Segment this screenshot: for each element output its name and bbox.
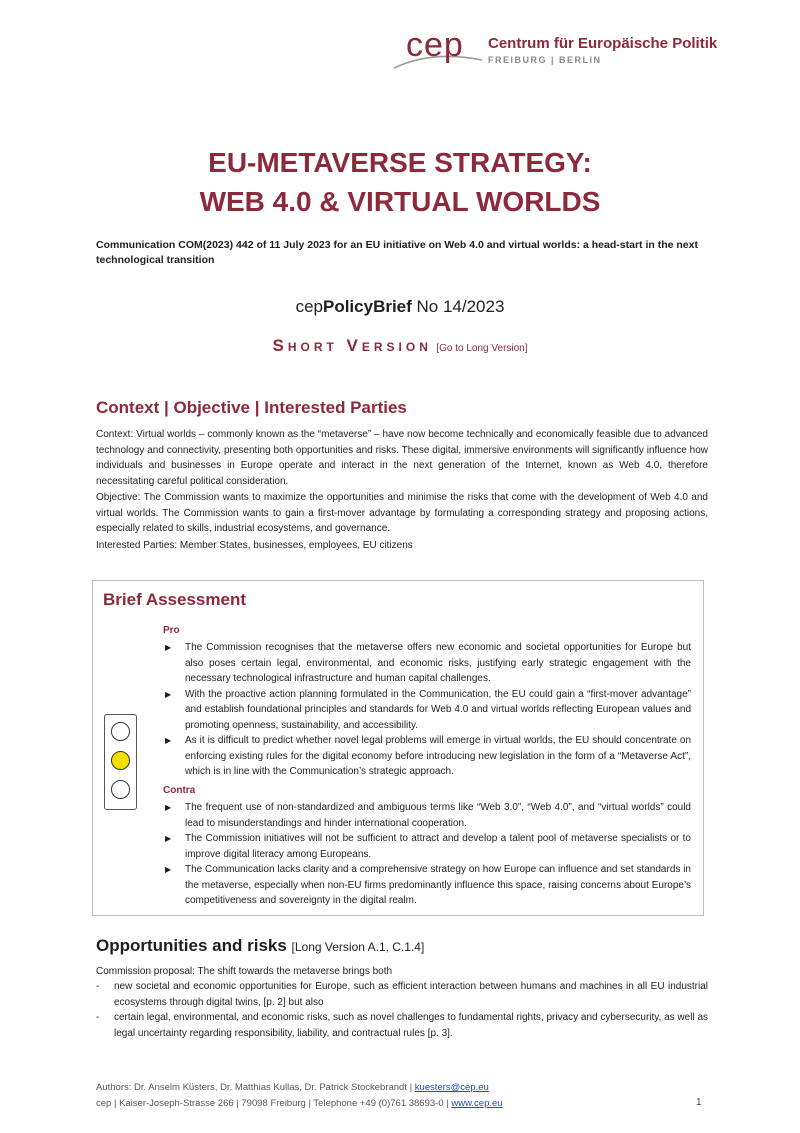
logo-mark: cep xyxy=(406,26,464,64)
address-text: cep | Kaiser-Joseph-Strasse 266 | 79098 Freiburg | Telephone +49 (0)761 38693-0 | xyxy=(96,1098,452,1109)
page-number: 1 xyxy=(696,1097,702,1108)
context-paragraph: Context: Virtual worlds – commonly known as the “metaverse” – have now become technically and economically feasible due to advanced technology and connectivity, presenting both opportunities and risks. These digital, immersive environments will significantly influence how individuals and businesses in Europe operate and interact in the next generation of the Internet, known as Web 4.0, therefore necessitating careful political consideration. xyxy=(96,429,708,487)
authors-text: Authors: Dr. Anselm Küsters, Dr. Matthias Kullas, Dr. Patrick Stockebrandt | xyxy=(96,1082,415,1093)
footer-address xyxy=(96,1098,503,1109)
brief-number: No 14/2023 xyxy=(411,297,505,316)
traffic-lamp-bottom xyxy=(111,780,130,799)
brief-assessment-box xyxy=(92,580,704,916)
logo-cities: FREIBURG | BERLIN xyxy=(488,55,602,65)
opportunities-title: Opportunities and risks xyxy=(96,936,287,955)
objective-paragraph: Objective: The Commission wants to maximize the opportunities and minimise the risks that come with the development of Web 4.0 and virtual worlds. The Commission wants to gain a first-mover advantage by formulating a corresponding strategy and proposing actions, especially related to skills, industrial ecosystems, and governance. xyxy=(96,492,708,534)
pro-item: ▶ The Commission recognises that the metaverse offers new economic and societal opportunities for Europe but also poses certain legal, environmental, and economic risks, justifying early strategic engagement with the necessary technological infrastructure and human capital challenges. xyxy=(163,640,691,687)
policy-brief-number xyxy=(0,297,800,317)
pro-item: ▶ As it is difficult to predict whether novel legal problems will emerge in virtual worlds, the EU should concentrate on enforcing existing rules for the digital economy before introducing new legislation in the form of a “Metaverse Act”, which is in line with the Communication’s strategic approach. xyxy=(163,733,691,780)
title-line-1: EU-METAVERSE STRATEGY: xyxy=(208,147,592,178)
opportunity-item: - certain legal, environmental, and economic risks, such as novel challenges to fundamental rights, privacy and cybersecurity, as well as legal uncertainty regarding responsibility, liability, and contractual rules [p. 3]. xyxy=(96,1010,708,1041)
logo-name: Centrum für Europäische Politik xyxy=(488,35,718,52)
contra-item: ▶ The Commission initiatives will not be sufficient to attract and develop a talent pool of metaverse specialists or to improve digital literacy among Europeans. xyxy=(163,831,691,862)
traffic-lamp-middle xyxy=(111,751,130,770)
parties-paragraph: Interested Parties: Member States, businesses, employees, EU citizens xyxy=(96,540,413,551)
pro-list xyxy=(163,640,691,780)
traffic-lamp-top xyxy=(111,722,130,741)
opportunities-heading xyxy=(96,936,424,956)
opportunity-item: - new societal and economic opportunities for Europe, such as efficient interaction between humans and machines in all EU industrial ecosystems through digital twins, [p. 2] but also xyxy=(96,979,708,1010)
version-line xyxy=(0,336,800,356)
brief-prefix: cep xyxy=(295,297,323,316)
subtitle: Communication COM(2023) 442 of 11 July 2023 for an EU initiative on Web 4.0 and virtual worlds: a head-start in the next technological transition xyxy=(96,239,698,266)
opportunities-list xyxy=(96,979,708,1041)
cep-logo xyxy=(392,26,722,76)
email-link[interactable]: kuesters@cep.eu xyxy=(414,1082,489,1093)
footer-authors xyxy=(96,1082,489,1093)
title-line-2: WEB 4.0 & VIRTUAL WORLDS xyxy=(199,186,601,217)
long-version-link[interactable]: [Go to Long Version] xyxy=(436,343,528,354)
brief-bold: PolicyBrief xyxy=(322,297,412,316)
traffic-light-icon xyxy=(104,714,137,810)
contra-item: ▶ The Communication lacks clarity and a comprehensive strategy on how Europe can influence and set standards in the metaverse, especially when non-EU firms predominantly influence this space, raising concerns about Europe’s competitiveness and sovereignty in the digital realm. xyxy=(163,862,691,909)
contra-item: ▶ The frequent use of non-standardized and ambiguous terms like “Web 3.0”, “Web 4.0”, and “virtual worlds” could lead to misunderstandings and hinder international cooperation. xyxy=(163,800,691,831)
website-link[interactable]: www.cep.eu xyxy=(451,1098,503,1109)
opportunities-intro: Commission proposal: The shift towards the metaverse brings both xyxy=(96,966,393,977)
contra-label: Contra xyxy=(163,785,196,796)
contra-list xyxy=(163,800,691,909)
assessment-heading: Brief Assessment xyxy=(103,590,246,609)
pro-label: Pro xyxy=(163,625,180,636)
short-version-label: Short Version xyxy=(272,336,432,355)
context-heading: Context | Objective | Interested Parties xyxy=(96,398,407,417)
pro-item: ▶ With the proactive action planning formulated in the Communication, the EU could gain a “first-mover advantage” and establish foundational principles and standards for Web 4.0 and virtual worlds reflecting European values and promoting openness, sustainability, and accessibility. xyxy=(163,687,691,734)
opportunities-ref: [Long Version A.1, C.1.4] xyxy=(291,940,425,954)
